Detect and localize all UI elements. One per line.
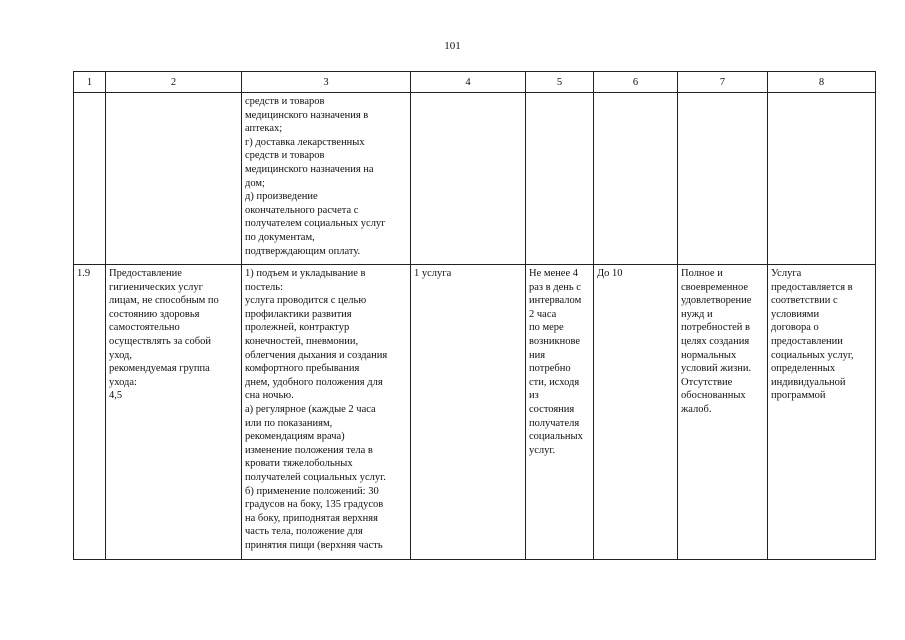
service-content-cell: средств и товаров медицинского назначения в аптеках; г) доставка лекарственных средств и товаров медицинского назначения на дом; д) произведение окончательного расчета с получателем социальных услуг по документам, подтверждающим оплату. — [242, 93, 411, 265]
service-content-cell: 1) подъем и укладывание в постель: услуга проводится с целью профилактики развития пролежней, контрактур конечностей, пневмонии, облегчения дыхания и создания комфортного пребывания днем, удобного положения для сна ночью. а) регулярное (каждые 2 часа или по показаниям, рекомендациям врача) изменение положения тела в кровати тяжелобольных получателей социальных услуг. б) применение положений: 30 градусов на боку, 135 градусов на боку, приподнятая верхняя часть тела, положение для принятия пищи (верхняя часть — [242, 265, 411, 560]
frequency-cell: Не менее 4 раз в день с интервалом 2 часа по мере возникнове ния потребно сти, исходя из состояния получателя социальных услуг. — [526, 265, 594, 560]
column-header-4: 4 — [411, 72, 526, 93]
page-number: 101 — [444, 40, 461, 52]
row-number-cell — [74, 93, 106, 265]
volume-cell: 1 услуга — [411, 265, 526, 560]
service-name-cell — [106, 93, 242, 265]
duration-cell — [594, 93, 678, 265]
column-header-8: 8 — [768, 72, 876, 93]
column-header-2: 2 — [106, 72, 242, 93]
services-table — [73, 71, 876, 560]
conditions-cell — [768, 93, 876, 265]
quality-cell — [678, 93, 768, 265]
column-header-5: 5 — [526, 72, 594, 93]
column-header-7: 7 — [678, 72, 768, 93]
header-row — [74, 72, 876, 93]
frequency-cell — [526, 93, 594, 265]
conditions-cell: Услуга предоставляется в соответствии с условиями договора о предоставлении социальных услуг, определенных индивидуальной программой — [768, 265, 876, 560]
column-header-6: 6 — [594, 72, 678, 93]
row-number-cell: 1.9 — [74, 265, 106, 560]
table-row — [74, 93, 876, 265]
quality-cell: Полное и своевременное удовлетворение нужд и потребностей в целях создания нормальных условий жизни. Отсутствие обоснованных жалоб. — [678, 265, 768, 560]
table-row — [74, 265, 876, 560]
service-name-cell: Предоставление гигиенических услуг лицам, не способным по состоянию здоровья самостоятельно осуществлять за собой уход, рекомендуемая группа ухода: 4,5 — [106, 265, 242, 560]
column-header-1: 1 — [74, 72, 106, 93]
volume-cell — [411, 93, 526, 265]
column-header-3: 3 — [242, 72, 411, 93]
duration-cell: До 10 — [594, 265, 678, 560]
